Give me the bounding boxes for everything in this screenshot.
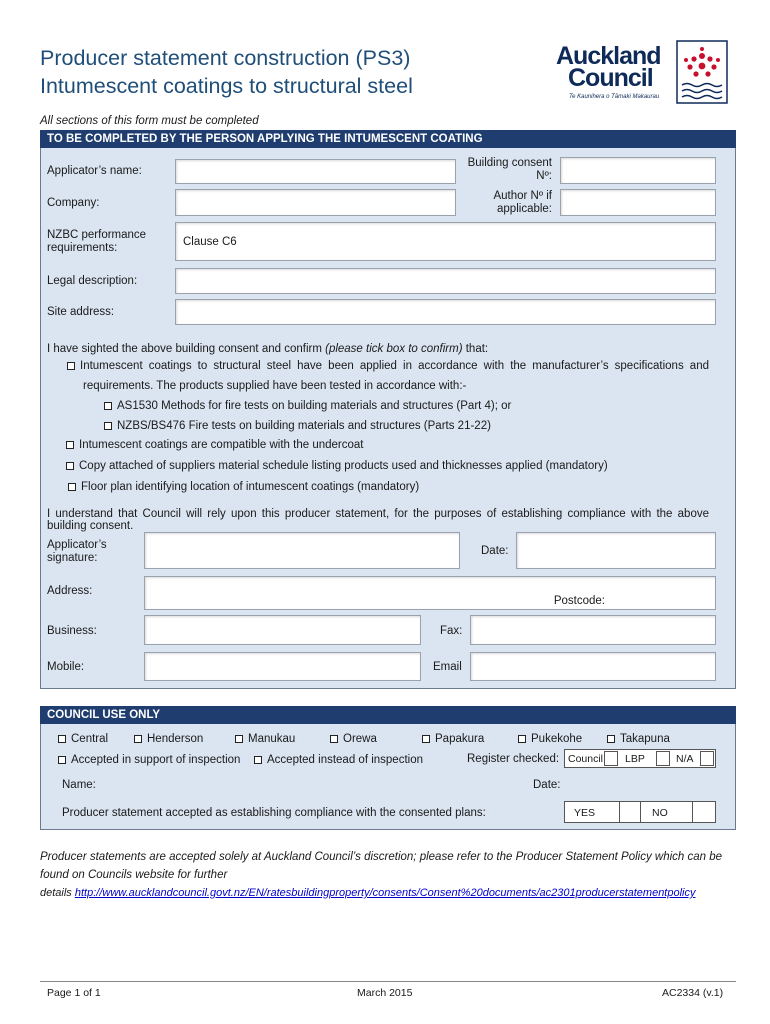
confirm-item-1a[interactable] xyxy=(104,399,511,413)
confirm-item-1-checkbox[interactable] xyxy=(67,362,75,370)
nzbc-label-line2: requirements: xyxy=(47,242,118,254)
register-checked-label: Register checked: xyxy=(467,753,560,765)
postcode-label: Postcode: xyxy=(553,595,605,607)
building-consent-label xyxy=(445,157,552,183)
business-label: Business: xyxy=(47,625,97,637)
office-manukau-label: Manukau xyxy=(248,733,296,745)
confirm-item-4-checkbox[interactable] xyxy=(68,483,76,491)
office-manukau[interactable] xyxy=(235,732,295,746)
author-number-field[interactable] xyxy=(560,189,716,216)
office-takapuna-checkbox[interactable] xyxy=(607,735,615,743)
signature-date-label: Date: xyxy=(481,545,509,557)
policy-note-prefix: details xyxy=(40,887,75,899)
office-pukekohe[interactable] xyxy=(518,732,582,746)
confirm-item-3[interactable] xyxy=(66,459,608,473)
accepted-instead-checkbox[interactable] xyxy=(254,756,262,764)
building-consent-label-line1: Building consent xyxy=(467,157,552,169)
address-field[interactable] xyxy=(144,576,716,610)
signature-field[interactable] xyxy=(144,532,460,569)
confirm-item-4[interactable] xyxy=(68,480,419,494)
confirm-statement xyxy=(47,343,488,356)
applicator-name-label: Applicator’s name: xyxy=(47,165,142,177)
confirm-item-3-text: Copy attached of suppliers material schedule listing products used and thicknesses applied (mandatory) xyxy=(79,460,608,472)
office-orewa-checkbox[interactable] xyxy=(330,735,338,743)
nzbc-label xyxy=(47,229,146,255)
confirm-suffix: that: xyxy=(462,343,489,355)
form-instruction: All sections of this form must be completed xyxy=(40,115,259,127)
register-lbp-label: LBP xyxy=(625,753,645,765)
accepted-instead-label: Accepted instead of inspection xyxy=(267,754,423,766)
compliance-no-label: NO xyxy=(652,807,668,819)
office-pukekohe-checkbox[interactable] xyxy=(518,735,526,743)
confirm-item-2-text: Intumescent coatings are compatible with the undercoat xyxy=(79,439,364,451)
confirm-italic: (please tick box to confirm) xyxy=(325,343,463,355)
policy-link[interactable]: http://www.aucklandcouncil.govt.nz/EN/ratesbuildingproperty/consents/Consent%20documents/ac2301producerstatementpolicy xyxy=(74,887,696,899)
accepted-support-checkbox[interactable] xyxy=(58,756,66,764)
address-label: Address: xyxy=(47,585,93,597)
office-papakura[interactable] xyxy=(422,732,484,746)
accepted-support-option[interactable] xyxy=(58,753,240,767)
signature-date-field[interactable] xyxy=(516,532,716,569)
office-takapuna[interactable] xyxy=(607,732,670,746)
accepted-instead-option[interactable] xyxy=(254,753,423,767)
register-council-label: Council xyxy=(568,753,604,765)
accepted-statement-label: Producer statement accepted as establishing compliance with the consented plans: xyxy=(62,807,486,819)
author-label-line2: applicable: xyxy=(497,203,552,215)
register-na-checkbox[interactable] xyxy=(700,751,714,766)
office-pukekohe-label: Pukekohe xyxy=(531,733,583,745)
compliance-yes-label: YES xyxy=(574,807,596,819)
footer-form-code: AC2334 (v.1) xyxy=(662,987,724,999)
confirm-prefix: I have sighted the above building consent and confirm xyxy=(47,343,326,355)
legal-description-field[interactable] xyxy=(175,268,716,294)
nzbc-label-line1: NZBC performance xyxy=(47,229,147,241)
legal-description-label: Legal description: xyxy=(47,275,138,287)
confirm-item-1[interactable] xyxy=(67,359,709,373)
compliance-yes-checkbox[interactable] xyxy=(619,801,641,823)
accepted-support-label: Accepted in support of inspection xyxy=(71,754,241,766)
fax-label: Fax: xyxy=(440,625,463,637)
company-label: Company: xyxy=(47,197,100,209)
logo-tagline: Te Kaunihera o Tāmaki Makaurau xyxy=(569,94,660,100)
page-subtitle: Intumescent coatings to structural steel xyxy=(40,74,413,98)
register-council-checkbox[interactable] xyxy=(604,751,618,766)
office-central-checkbox[interactable] xyxy=(58,735,66,743)
mobile-field[interactable] xyxy=(144,652,421,681)
compliance-no-checkbox[interactable] xyxy=(692,801,716,823)
office-papakura-checkbox[interactable] xyxy=(422,735,430,743)
office-manukau-checkbox[interactable] xyxy=(235,735,243,743)
confirm-item-3-checkbox[interactable] xyxy=(66,462,74,470)
footer-date: March 2015 xyxy=(357,987,413,999)
office-henderson-label: Henderson xyxy=(147,733,204,745)
understand-statement-line1: I understand that Council will rely upon this producer statement, for the purposes of establishing compliance with the above xyxy=(47,508,709,520)
signature-label-line2: signature: xyxy=(47,552,98,564)
site-address-field[interactable] xyxy=(175,299,716,325)
council-section-heading: COUNCIL USE ONLY xyxy=(40,706,736,724)
site-address-label: Site address: xyxy=(47,306,115,318)
page-title: Producer statement construction (PS3) xyxy=(40,46,411,70)
footer-divider xyxy=(40,981,736,982)
office-henderson-checkbox[interactable] xyxy=(134,735,142,743)
confirm-item-1-text: Intumescent coatings to structural steel have been applied in accordance with the manufacturer’s specifications and xyxy=(80,360,709,372)
confirm-item-1b-checkbox[interactable] xyxy=(104,422,112,430)
office-central[interactable] xyxy=(58,732,108,746)
building-consent-field[interactable] xyxy=(560,157,716,184)
applicator-section-heading: TO BE COMPLETED BY THE PERSON APPLYING THE INTUMESCENT COATING xyxy=(40,130,736,148)
fax-field[interactable] xyxy=(470,615,716,645)
register-lbp-checkbox[interactable] xyxy=(656,751,670,766)
policy-note-line2: found on Councils website for further xyxy=(40,869,228,881)
author-number-label xyxy=(445,190,552,216)
signature-label xyxy=(47,539,107,565)
confirm-item-4-text: Floor plan identifying location of intumescent coatings (mandatory) xyxy=(81,481,420,493)
policy-note-line3 xyxy=(40,887,696,899)
mobile-label: Mobile: xyxy=(47,661,85,673)
nzbc-requirements-field[interactable]: Clause C6 xyxy=(175,222,716,261)
email-label: Email xyxy=(433,661,462,673)
register-na-label: N/A xyxy=(676,753,694,765)
confirm-item-1b-text: NZBS/BS476 Fire tests on building materials and structures (Parts 21-22) xyxy=(117,420,491,432)
confirm-item-2-checkbox[interactable] xyxy=(66,441,74,449)
footer-page-number: Page 1 of 1 xyxy=(47,987,101,999)
logo-word-auckland: Auckland xyxy=(556,42,661,70)
company-field[interactable] xyxy=(175,189,456,216)
office-henderson[interactable] xyxy=(134,732,203,746)
confirm-item-1a-text: AS1530 Methods for fire tests on building materials and structures (Part 4); or xyxy=(117,400,512,412)
confirm-item-1a-checkbox[interactable] xyxy=(104,402,112,410)
office-papakura-label: Papakura xyxy=(435,733,485,745)
business-phone-field[interactable] xyxy=(144,615,421,645)
building-consent-label-line2: Nº: xyxy=(536,170,552,182)
email-field[interactable] xyxy=(470,652,716,681)
office-orewa-label: Orewa xyxy=(343,733,377,745)
confirm-item-1-text-line2: requirements. The products supplied have been tested in accordance with:- xyxy=(83,380,467,392)
logo-word-council: Council xyxy=(568,64,653,92)
council-name-label: Name: xyxy=(62,779,96,791)
applicator-name-field[interactable] xyxy=(175,159,456,184)
office-orewa[interactable] xyxy=(330,732,377,746)
confirm-item-2[interactable] xyxy=(66,438,363,452)
pohutukawa-icon xyxy=(676,40,728,104)
confirm-item-1b[interactable] xyxy=(104,419,491,433)
author-label-line1: Author Nº if xyxy=(493,190,552,202)
signature-label-line1: Applicator’s xyxy=(47,539,107,551)
council-date-label: Date: xyxy=(533,779,561,791)
office-takapuna-label: Takapuna xyxy=(620,733,670,745)
office-central-label: Central xyxy=(71,733,109,745)
understand-statement-line2: building consent. xyxy=(47,520,134,532)
policy-note-line1: Producer statements are accepted solely at Auckland Council’s discretion; please refer to the Producer Statement Policy which can be xyxy=(40,851,723,863)
